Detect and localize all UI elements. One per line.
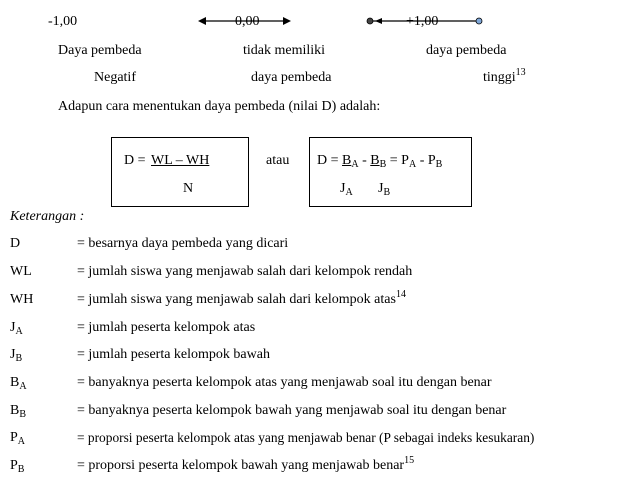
formula2-bb (370, 153, 386, 168)
legend-description-text: = jumlah peserta kelompok atas (77, 320, 256, 335)
formula1-lhs (124, 153, 209, 169)
formula2-eq: = P (386, 153, 409, 168)
legend-description-text: = proporsi peserta kelompok bawah yang menjawab benar (77, 458, 405, 473)
legend-symbol-sub: B (15, 353, 23, 364)
legend-symbol-text: J (10, 320, 16, 335)
legend-symbol (10, 292, 33, 308)
formula2-minus1: - (358, 153, 371, 168)
legend-symbol-text: J (10, 347, 16, 362)
legend-symbol (10, 264, 32, 280)
formula-box-2 (309, 137, 472, 207)
legend-symbol (10, 375, 27, 391)
legend-description (77, 455, 415, 474)
formula2-ba-letter: B (342, 153, 352, 168)
legend-description-text: = jumlah siswa yang menjawab salah dari kelompok rendah (77, 264, 413, 279)
formula2-jb-letter: J (378, 181, 384, 196)
legend-symbol-text: B (10, 403, 20, 418)
scale-left-value: -1,00 (48, 14, 78, 29)
legend-symbol-text: D (10, 236, 21, 251)
legend-symbol-sub: A (19, 381, 27, 392)
legend-description (77, 264, 412, 280)
legend-symbol-text: WL (10, 264, 32, 279)
legend-description (77, 236, 288, 252)
scale-right-label-2-text: tinggi (483, 70, 516, 85)
scale-arrows (0, 0, 639, 40)
legend-symbol-sub: A (15, 326, 23, 337)
legend-description-text: = besarnya daya pembeda yang dicari (77, 236, 289, 251)
legend-symbol (10, 458, 24, 474)
formula2-ja-sub: A (345, 187, 353, 198)
formula2-ba-sub: A (351, 159, 359, 170)
legend-description-text: = jumlah peserta kelompok bawah (77, 347, 270, 362)
footnote-14: 14 (395, 289, 406, 300)
legend-symbol-sub: A (17, 436, 26, 447)
legend-symbol-text: P (10, 458, 18, 473)
formula2-jb-sub: B (383, 187, 391, 198)
scale-left-label-1: Daya pembeda (58, 43, 142, 58)
formula2-ja (340, 181, 353, 197)
scale-right-value: +1,00 (406, 14, 439, 29)
formula-box-1 (111, 137, 249, 207)
formula2-pb-sub: B (435, 159, 443, 170)
legend-description (77, 375, 492, 391)
legend-symbol-text: B (10, 375, 20, 390)
legend-description (77, 289, 406, 308)
scale-middle-label-1: tidak memiliki (243, 43, 326, 58)
scale-right-label-2 (483, 67, 526, 86)
scale-left-label-2: Negatif (94, 70, 136, 85)
formula1-numerator: WL – WH (151, 153, 210, 168)
legend-symbol (10, 347, 22, 363)
formula2-jb (378, 181, 390, 197)
scale-right-label-1: daya pembeda (426, 43, 507, 58)
legend-description (77, 320, 255, 336)
intro-text: Adapun cara menentukan daya pembeda (nilai D) adalah: (58, 99, 381, 114)
formula2-line (317, 153, 442, 169)
legend-symbol (10, 403, 26, 419)
scale-middle-value: 0,00 (235, 14, 260, 29)
formula2-ba (342, 153, 359, 168)
legend-symbol (10, 430, 25, 446)
legend-symbol-text: WH (10, 292, 34, 307)
legend-description-text: = banyaknya peserta kelompok bawah yang menjawab soal itu dengan benar (77, 403, 507, 418)
formula1-denominator: N (183, 181, 194, 196)
atau-text: atau (266, 153, 290, 168)
legend-description-text: = banyaknya peserta kelompok atas yang menjawab soal itu dengan benar (77, 375, 492, 390)
legend-description (77, 347, 270, 363)
formula2-bb-letter: B (370, 153, 380, 168)
footnote-15: 15 (404, 455, 415, 466)
formula1-d: D = (124, 153, 150, 168)
legend-symbol-sub: B (19, 409, 27, 420)
formula2-minus2: - P (416, 153, 436, 168)
formula2-pa-sub: A (408, 159, 417, 170)
legend-description (77, 403, 506, 419)
formula2-d: D = (317, 153, 343, 168)
footnote-13: 13 (515, 67, 526, 78)
legend-symbol-text: P (10, 430, 18, 445)
formula2-bb-sub: B (379, 159, 387, 170)
legend-symbol (10, 236, 20, 252)
legend-symbol (10, 320, 23, 336)
formula2-ja-letter: J (340, 181, 346, 196)
keterangan-title: Keterangan : (10, 209, 85, 224)
legend-symbol-sub: B (17, 464, 25, 475)
legend-description-text: = proporsi peserta kelompok atas yang menjawab benar (P sebagai indeks kesukaran) (77, 430, 535, 445)
legend-description (77, 430, 534, 446)
legend-description-text: = jumlah siswa yang menjawab salah dari kelompok atas (77, 292, 396, 307)
scale-middle-label-2: daya pembeda (251, 70, 332, 85)
